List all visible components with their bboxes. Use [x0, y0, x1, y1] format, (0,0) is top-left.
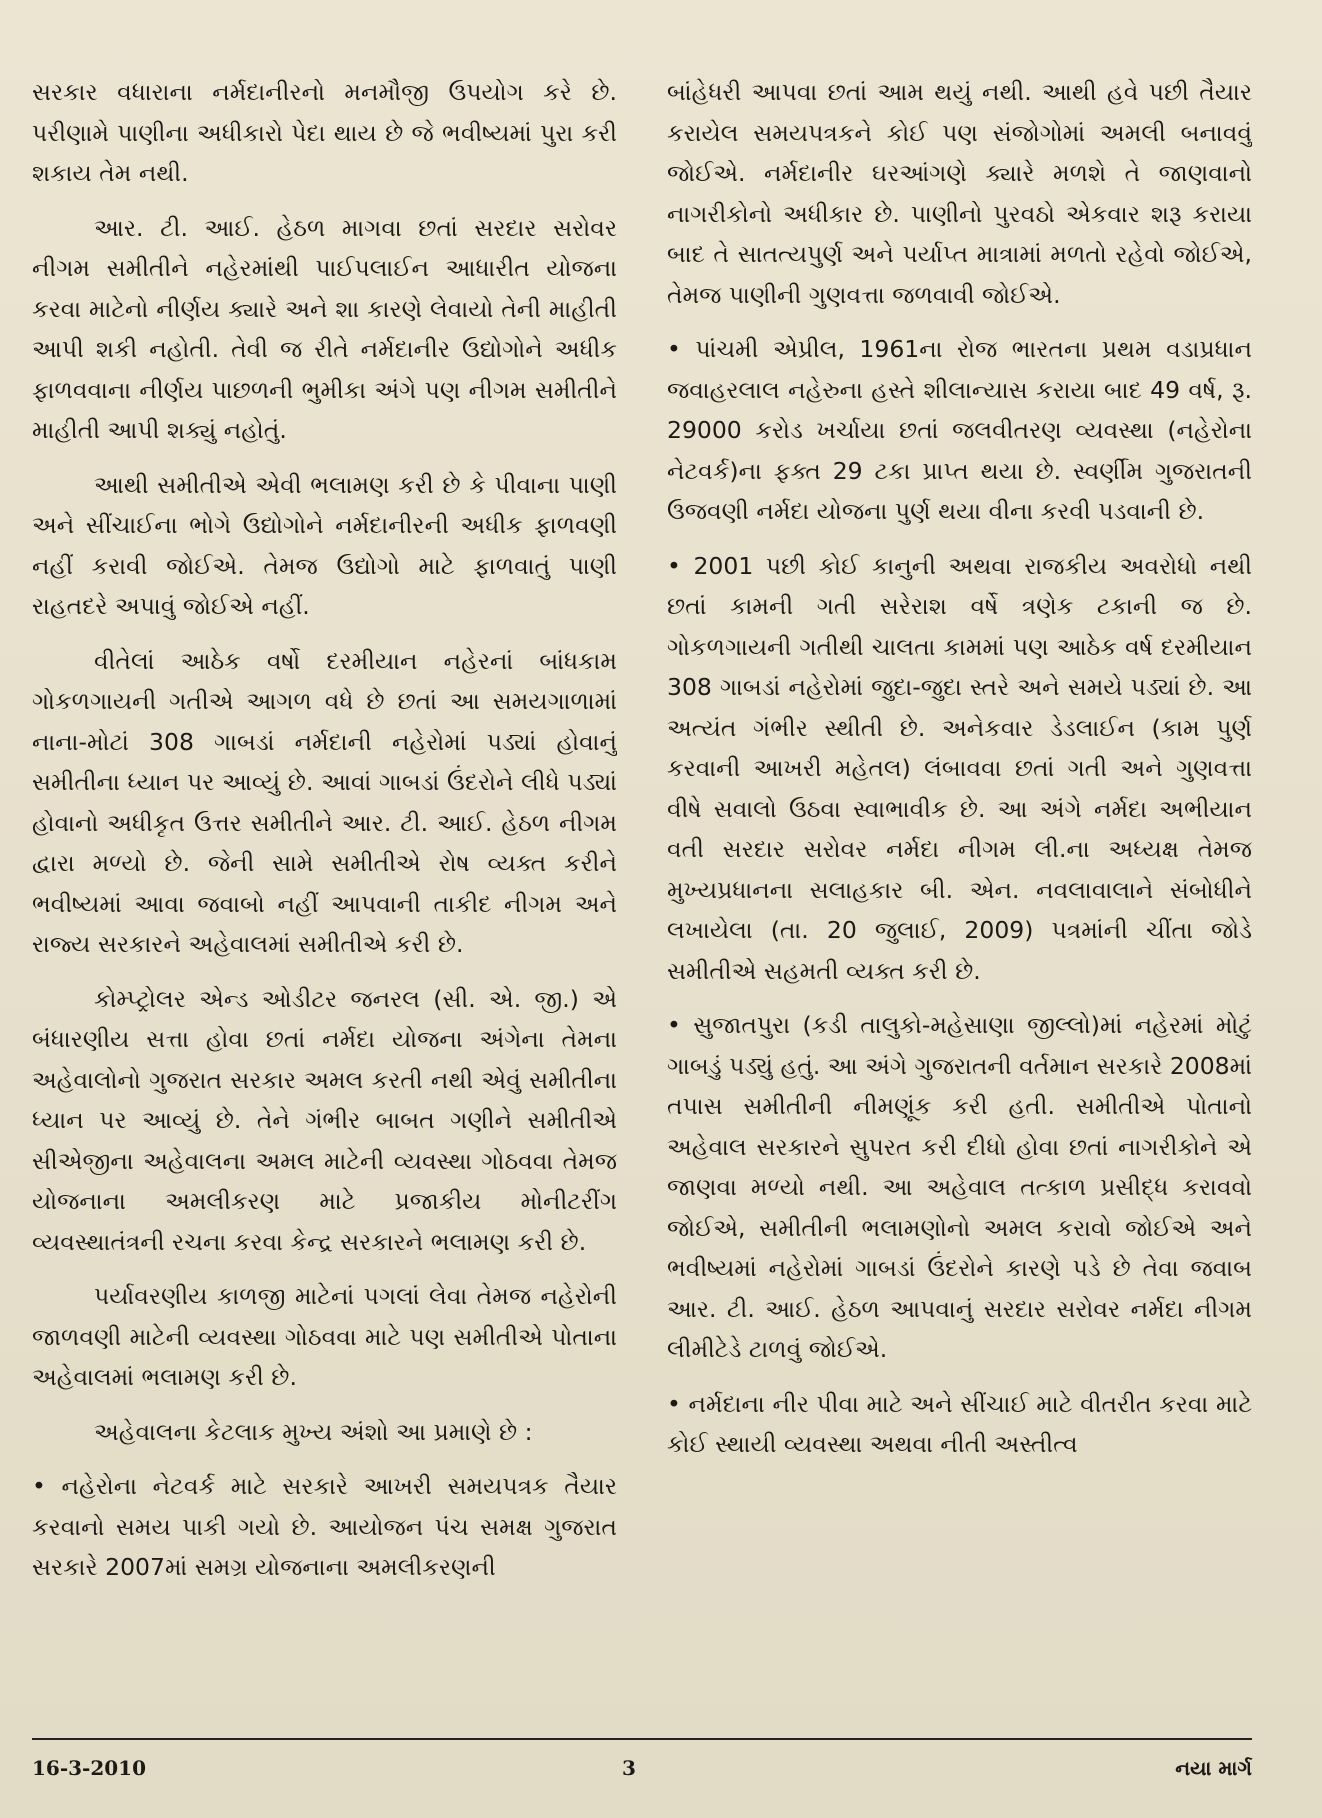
article-columns — [32, 72, 1252, 1697]
page-footer — [32, 1738, 1252, 1780]
left-column — [32, 72, 617, 1697]
article-paragraph: • પાંચમી એપ્રીલ, 1961ના રોજ ભારતના પ્રથમ વડાપ્રધાન જવાહરલાલ નહેરુના હસ્તે શીલાન્યાસ કરાયા બાદ 49 વર્ષ, રૂ. 29000 કરોડ ખર્ચાયા છતાં જલવીતરણ વ્યવસ્થા (નહેરોના નેટવર્ક)ના ફક્ત 29 ટકા પ્રાપ્ત થયા છે. સ્વર્ણીમ ગુજરાતની ઉજવણી નર્મદા યોજના પુર્ણ થયા વીના કરવી પડવાની છે. — [667, 335, 1252, 525]
footer-date: 16-3-2010 — [32, 1756, 147, 1780]
article-paragraph: • નહેરોના નેટવર્ક માટે સરકારે આખરી સમયપત્રક તૈયાર કરવાનો સમય પાકી ગયો છે. આયોજન પંચ સમક્ષ ગુજરાત સરકારે 2007માં સમગ્ર યોજનાના અમલીકરણની — [32, 1472, 617, 1581]
article-paragraph: સરકાર વધારાના નર્મદાનીરનો મનમૌજી ઉપયોગ કરે છે. પરીણામે પાણીના અધીકારો પેદા થાય છે જે ભવીષ્યમાં પુરા કરી શકાય તેમ નથી. — [32, 78, 617, 187]
article-paragraph: • સુજાતપુરા (કડી તાલુકો-મહેસાણા જીલ્લો)માં નહેરમાં મોટું ગાબડું પડ્યું હતું. આ અંગે ગુજરાતની વર્તમાન સરકારે 2008માં તપાસ સમીતીની નીમણૂંક કરી હતી. સમીતીએ પોતાનો અહેવાલ સરકારને સુપરત કરી દીધો હોવા છતાં નાગરીકોને એ જાણવા મળ્યો નથી. આ અહેવાલ તત્કાળ પ્રસીદ્ધ કરાવવો જોઈએ, સમીતીની ભલામણોનો અમલ કરાવો જોઈએ અને ભવીષ્યમાં નહેરોમાં ગાબડાં ઉંદરોને કારણે પડે છે તેવા જવાબ આર. ટી. આઈ. હેઠળ આપવાનું સરદાર સરોવર નર્મદા નીગમ લીમીટેડે ટાળવું જોઈએ. — [667, 1011, 1252, 1363]
article-paragraph: પર્યાવરણીય કાળજી માટેનાં પગલાં લેવા તેમજ નહેરોની જાળવણી માટેની વ્યવસ્થા ગોઠવવા માટે પણ સમીતીએ પોતાના અહેવાલમાં ભલામણ કરી છે. — [32, 1282, 617, 1391]
article-paragraph: અહેવાલના કેટલાક મુખ્ય અંશો આ પ્રમાણે છે : — [94, 1417, 533, 1446]
footer-publication-name: નયા માર્ગ — [1175, 1756, 1252, 1780]
article-paragraph: • નર્મદાના નીર પીવા માટે અને સીંચાઈ માટે વીતરીત કરવા માટે કોઈ સ્થાયી વ્યવસ્થા અથવા નીતી અસ્તીત્વ — [667, 1389, 1252, 1458]
right-column — [667, 72, 1252, 1697]
article-paragraph: • 2001 પછી કોઈ કાનુની અથવા રાજકીય અવરોધો નથી છતાં કામની ગતી સરેરાશ વર્ષે ત્રણેક ટકાની જ છે. ગોકળગાયની ગતીથી ચાલતા કામમાં પણ આઠેક વર્ષ દરમીયાન 308 ગાબડાં નહેરોમાં જુદા-જુદા સ્તરે અને સમયે પડ્યાં છે. આ અત્યંત ગંભીર સ્થીતી છે. અનેકવાર ડેડલાઈન (કામ પુર્ણ કરવાની આખરી મહેતલ) લંબાવવા છતાં ગતી અને ગુણવત્તા વીષે સવાલો ઉઠવા સ્વાભાવીક છે. આ અંગે નર્મદા અભીયાન વતી સરદાર સરોવર નર્મદા નીગમ લી.ના અધ્યક્ષ તેમજ મુખ્યપ્રધાનના સલાહકાર બી. એન. નવલાવાલાને સંબોધીને લખાયેલા (તા. 20 જુલાઈ, 2009) પત્રમાંની ચીંતા જોડે સમીતીએ સહમતી વ્યક્ત કરી છે. — [667, 551, 1252, 985]
article-paragraph: આર. ટી. આઈ. હેઠળ માગવા છતાં સરદાર સરોવર નીગમ સમીતીને નહેરમાંથી પાઈપલાઈન આધારીત યોજના કરવા માટેનો નીર્ણય ક્યારે અને શા કારણે લેવાયો તેની માહીતી આપી શકી નહોતી. તેવી જ રીતે નર્મદાનીર ઉદ્યોગોને અધીક ફાળવવાના નીર્ણય પાછળની ભુમીકા અંગે પણ નીગમ સમીતીને માહીતી આપી શક્યું નહોતું. — [32, 213, 617, 444]
footer-page-number: 3 — [622, 1756, 636, 1780]
article-paragraph: બાંહેધરી આપવા છતાં આમ થયું નથી. આથી હવે પછી તૈયાર કરાયેલ સમયપત્રકને કોઈ પણ સંજોગોમાં અમલી બનાવવું જોઈએ. નર્મદાનીર ઘરઆંગણે ક્યારે મળશે તે જાણવાનો નાગરીકોનો અધીકાર છે. પાણીનો પુરવઠો એકવાર શરૂ કરાયા બાદ તે સાતત્યપુર્ણ અને પર્યાપ્ત માત્રામાં મળતો રહેવો જોઈએ, તેમજ પાણીની ગુણવત્તા જળવાવી જોઈએ. — [667, 78, 1252, 309]
article-paragraph: આથી સમીતીએ એવી ભલામણ કરી છે કે પીવાના પાણી અને સીંચાઈના ભોગે ઉદ્યોગોને નર્મદાનીરની અધીક ફાળવણી નહીં કરાવી જોઈએ. તેમજ ઉદ્યોગો માટે ફાળવાતું પાણી રાહતદરે અપાવું જોઈએ નહીં. — [32, 470, 617, 620]
article-paragraph: વીતેલાં આઠેક વર્ષો દરમીયાન નહેરનાં બાંધકામ ગોકળગાયની ગતીએ આગળ વધે છે છતાં આ સમયગાળામાં નાના-મોટાં 308 ગાબડાં નર્મદાની નહેરોમાં પડ્યાં હોવાનું સમીતીના ધ્યાન પર આવ્યું છે. આવાં ગાબડાં ઉંદરોને લીધે પડ્યાં હોવાનો અધીકૃત ઉત્તર સમીતીને આર. ટી. આઈ. હેઠળ નીગમ દ્વારા મળ્યો છે. જેની સામે સમીતીએ રોષ વ્યક્ત કરીને ભવીષ્યમાં આવા જવાબો નહીં આપવાની તાકીદ નીગમ અને રાજ્ય સરકારને અહેવાલમાં સમીતીએ કરી છે. — [32, 646, 617, 958]
article-paragraph: કોમ્પ્ટ્રોલર એન્ડ ઓડીટર જનરલ (સી. એ. જી.) એ બંધારણીય સત્તા હોવા છતાં નર્મદા યોજના અંગેના તેમના અહેવાલોનો ગુજરાત સરકાર અમલ કરતી નથી એવું સમીતીના ધ્યાન પર આવ્યું છે. તેને ગંભીર બાબત ગણીને સમીતીએ સીએજીના અહેવાલના અમલ માટેની વ્યવસ્થા ગોઠવવા તેમજ યોજનાના અમલીકરણ માટે પ્રજાકીય મોનીટરીંગ વ્યવસ્થાતંત્રની રચના કરવા કેન્દ્ર સરકારને ભલામણ કરી છે. — [32, 984, 617, 1256]
